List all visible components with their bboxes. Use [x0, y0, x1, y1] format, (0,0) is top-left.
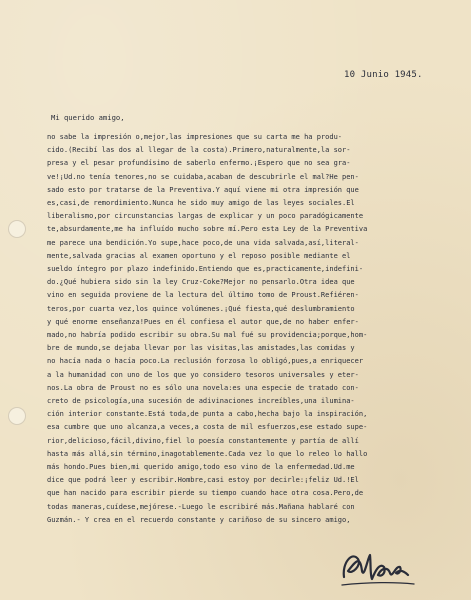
handwritten-signature — [338, 541, 418, 589]
letter-line: mado,no habría podido escribir su obra.Su mal fué su providencia;porque,hom- — [47, 331, 368, 340]
letter-date: 10 Junio 1945. — [344, 70, 423, 80]
letter-line: me parece una bendición.Yo supe,hace poco,de una vida salvada,así,literal- — [47, 238, 359, 247]
letter-line: que han nacido para escribir pierde su tiempo cuando hace otra cosa.Pero,de — [47, 489, 364, 498]
punch-hole — [8, 220, 26, 238]
letter-line: liberalismo,por circunstancias largas de explicar y un poco paradógicamente — [47, 212, 364, 221]
letter-line: a la humanidad con uno de los que yo considero tesoros universales y eter- — [47, 370, 359, 379]
letter-line: todas maneras,cuídese,mejórese.-Luego le escribiré más.Mañana hablaré con — [47, 502, 355, 511]
letter-line: sado esto por tratarse de la Preventiva.Y aquí viene mi otra impresión que — [47, 185, 359, 194]
letter-line: teros,por cuarta vez,los quince volúmenes.¡Qué fiesta,qué deslumbramiento — [47, 304, 355, 313]
letter-line: mente,salvada gracias al examen oportuno y el reposo posible mediante el — [47, 251, 351, 260]
letter-line: rior,delicioso,fácil,divino,fiel lo poesía constantemente y partía de allí — [47, 436, 359, 445]
letter-line: esa cumbre que uno alcanza,a veces,a costa de mil esfuerzos,ese estado supe- — [47, 423, 368, 432]
letter-line: hasta más allá,sin término,inagotablemente.Cada vez lo que lo releo lo hallo — [47, 449, 368, 458]
letter-line: sueldo íntegro por plazo indefinido.Entiendo que es,practicamente,indefini- — [47, 265, 364, 274]
letter-line: no hacía nada o hacía poco.La reclusión forzosa lo obligó,pues,a enriquecer — [47, 357, 364, 366]
letter-body — [47, 131, 467, 527]
letter-line: bre de mundo,se dejaba llevar por las visitas,las amistades,las comidas y — [47, 344, 355, 353]
letter-line: vino en seguida proviene de la lectura del último tomo de Proust.Refiéren- — [47, 291, 359, 300]
letter-line: te,absurdamente,me ha influído mucho sobre mí.Pero esta Ley de la Preventiva — [47, 225, 368, 234]
letter-line: es,casi,de remordimiento.Nunca he sido muy amigo de las leyes sociales.El — [47, 199, 355, 208]
letter-line: cido.(Recibí las dos al llegar de la costa).Primero,naturalmente,la sor- — [47, 146, 351, 155]
letter-line: presa y el pesar profundísimo de saberlo enfermo.¡Espero que no sea gra- — [47, 159, 351, 168]
salutation: Mi querido amigo, — [51, 113, 125, 122]
letter-line: y qué enorme enseñanza!Pues en él confiesa el autor que,de no haber enfer- — [47, 317, 359, 326]
letter-line: más hondo.Pues bien,mi querido amigo,todo eso vino de la enfermedad.Ud.me — [47, 463, 355, 472]
punch-hole — [8, 407, 26, 425]
letter-line: creto de psicología,una sucesión de adivinaciones increíbles,una ilumina- — [47, 397, 355, 406]
letter-line: ve!¡Ud.no tenía tenores,no se cuidaba,acaban de descubrirle el mal?He pen- — [47, 172, 359, 181]
letter-line: do.¿Qué hubiera sido sin la ley Cruz-Coke?Mejor no pensarlo.Otra idea que — [47, 278, 355, 287]
letter-line: Guzmán.- Y crea en el recuerdo constante y cariñoso de su sincero amigo, — [47, 515, 351, 524]
letter-line: no sabe la impresión o,mejor,las impresiones que su carta me ha produ- — [47, 133, 343, 141]
letter-line: nos.La obra de Proust no es sólo una novela:es una especie de tratado con- — [47, 383, 359, 392]
letter-line: ción interior constante.Está toda,de punta a cabo,hecha bajo la inspiración, — [47, 410, 368, 419]
letter-line: dice que podrá leer y escribir.Hombre,casi estoy por decirle:¡feliz Ud.!El — [47, 476, 359, 485]
